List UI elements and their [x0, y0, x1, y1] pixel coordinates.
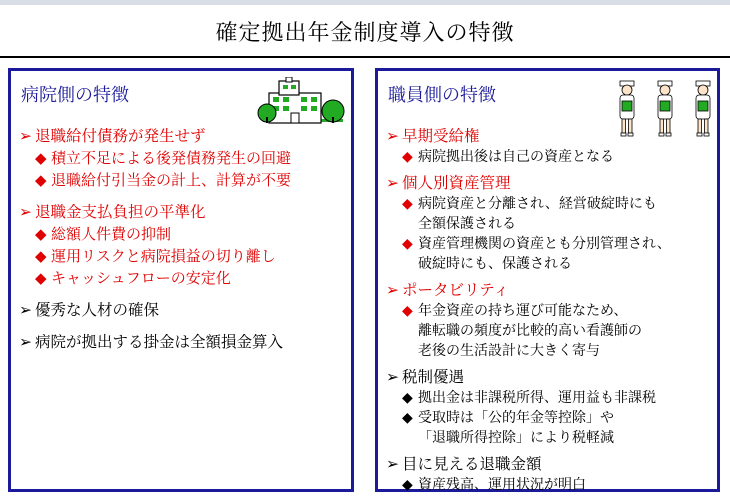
- list-item: [19, 201, 347, 289]
- arrow-bullet-icon: ➢: [19, 203, 32, 221]
- section-label: ポータビリティ: [402, 281, 509, 299]
- arrow-bullet-icon: ➢: [386, 368, 399, 386]
- diamond-bullet-icon: ◆: [402, 149, 413, 165]
- sub-item-continuation: 老後の生活設計に大きく寄与: [418, 343, 600, 359]
- list-item: [19, 299, 347, 321]
- list-item: [19, 125, 347, 191]
- section-label: 病院が拠出する掛金は全額損金算入: [35, 333, 284, 351]
- staff-features-list: [386, 125, 713, 495]
- arrow-bullet-icon: ➢: [386, 281, 399, 299]
- section-label: 退職給付債務が発生せず: [35, 127, 206, 145]
- sub-item: 病院資産と分離され、経営破綻時にも: [418, 196, 657, 212]
- section-label: 税制優遇: [402, 368, 465, 386]
- arrow-bullet-icon: ➢: [19, 127, 32, 145]
- diamond-bullet-icon: ◆: [402, 390, 413, 406]
- arrow-bullet-icon: ➢: [19, 333, 32, 351]
- diamond-bullet-icon: ◆: [35, 225, 47, 243]
- sub-item: 拠出金は非課税所得、運用益も非課税: [418, 390, 656, 406]
- arrow-bullet-icon: ➢: [19, 301, 32, 319]
- diamond-bullet-icon: ◆: [402, 410, 413, 426]
- diamond-bullet-icon: ◆: [35, 247, 47, 265]
- list-item: [386, 125, 713, 167]
- list-item: [386, 366, 713, 448]
- top-decor-bar: [0, 0, 730, 5]
- arrow-bullet-icon: ➢: [386, 455, 399, 473]
- sub-item-continuation: 「退職所得控除」により税軽減: [418, 430, 614, 446]
- diamond-bullet-icon: ◆: [35, 171, 47, 189]
- diamond-bullet-icon: ◆: [402, 196, 413, 212]
- section-label: 目に見える退職金額: [402, 455, 542, 473]
- sub-item: 病院拠出後は自己の資産となる: [418, 149, 614, 165]
- sub-item-continuation: 全額保護される: [418, 216, 516, 232]
- diamond-bullet-icon: ◆: [35, 149, 47, 167]
- sub-item: 資産残高、運用状況が明白: [418, 477, 586, 493]
- arrow-bullet-icon: ➢: [386, 127, 399, 145]
- section-label: 早期受給権: [402, 127, 480, 145]
- list-item: [386, 279, 713, 361]
- sub-item: 資産管理機関の資産とも分別管理され、: [418, 236, 671, 252]
- sub-item-continuation: 破綻時にも、保護される: [418, 256, 572, 272]
- hospital-features-list: [19, 125, 347, 353]
- page-title: 確定拠出年金制度導入の特徴: [215, 21, 515, 46]
- sub-item: 受取時は「公的年金等控除」や: [418, 410, 614, 426]
- arrow-bullet-icon: ➢: [386, 174, 399, 192]
- sub-item: 積立不足による後発債務発生の回避: [51, 149, 292, 167]
- diamond-bullet-icon: ◆: [35, 269, 47, 287]
- sub-item-continuation: 離転職の頻度が比較的高い看護師の: [418, 323, 642, 339]
- sub-item: 総額人件費の抑制: [51, 225, 172, 243]
- section-label: 退職金支払負担の平準化: [35, 203, 206, 221]
- list-item: [386, 172, 713, 274]
- sub-item: 年金資産の持ち運び可能なため、: [418, 303, 628, 319]
- hospital-features-heading: 病院側の特徴: [21, 85, 129, 106]
- diamond-bullet-icon: ◆: [402, 303, 413, 319]
- staff-features-heading: 職員側の特徴: [388, 85, 496, 106]
- staff-features-panel: [375, 68, 720, 492]
- sub-item: 退職給付引当金の計上、計算が不要: [51, 171, 292, 189]
- section-label: 優秀な人材の確保: [35, 301, 160, 319]
- sub-item: キャッシュフローの安定化: [51, 269, 231, 287]
- sub-item: 運用リスクと病院損益の切り離し: [51, 247, 276, 265]
- diamond-bullet-icon: ◆: [402, 236, 413, 252]
- section-label: 個人別資産管理: [402, 174, 511, 192]
- list-item: [19, 331, 347, 353]
- list-item: [386, 453, 713, 495]
- hospital-features-panel: [8, 68, 354, 492]
- title-underline: [0, 56, 730, 58]
- diamond-bullet-icon: ◆: [402, 477, 413, 493]
